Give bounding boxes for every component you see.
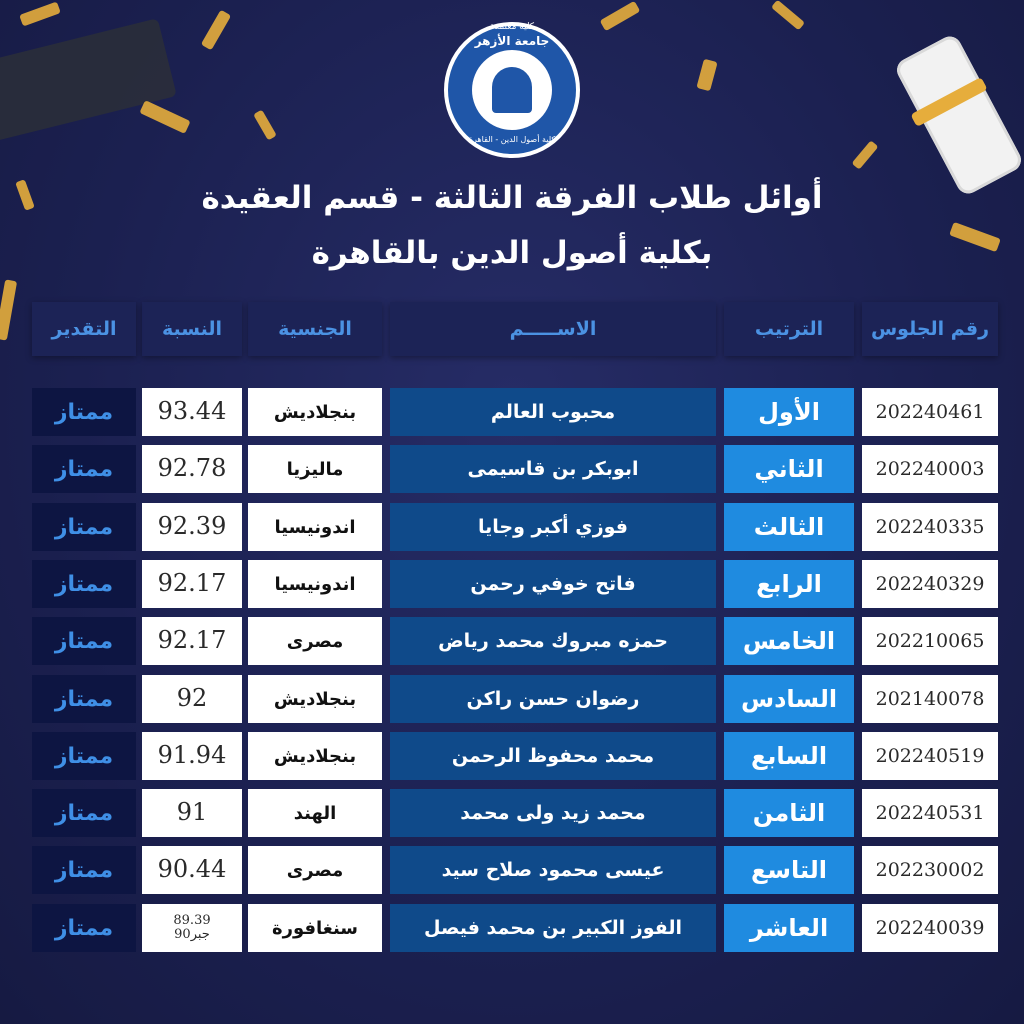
percent-note: جبر90 [174,927,210,942]
grade-cell: ممتاز [32,789,136,837]
rank-cell: السابع [724,732,854,780]
student-name-cell: الفوز الكبير بن محمد فيصل [390,904,716,952]
percent-cell [142,904,242,952]
logo-subtext: كلية معتمدة [489,22,535,32]
seat-number-cell: 202240329 [862,560,998,608]
confetti [696,59,717,92]
logo-bottom-text: كلية أصول الدين - القاهرة [468,135,556,144]
percent-cell: 91 [142,789,242,837]
nationality-cell: اندونيسيا [248,503,382,551]
nationality-cell: سنغافورة [248,904,382,952]
graduation-cap-icon [0,18,177,142]
page-subtitle: بكلية أصول الدين بالقاهرة [311,235,713,271]
header-rank: الترتيب [724,302,854,356]
confetti [771,0,805,30]
percent-cell: 92.17 [142,560,242,608]
nationality-cell: مصرى [248,617,382,665]
confetti [139,100,190,134]
grade-cell: ممتاز [32,846,136,894]
rank-cell: الثالث [724,503,854,551]
grade-cell: ممتاز [32,904,136,952]
student-name-cell: حمزه مبروك محمد رياض [390,617,716,665]
seat-number-cell: 202140078 [862,675,998,723]
rank-cell: الخامس [724,617,854,665]
nationality-cell: اندونيسيا [248,560,382,608]
percent-cell: 90.44 [142,846,242,894]
confetti [253,110,277,141]
seat-number-cell: 202240461 [862,388,998,436]
seat-number-cell: 202240039 [862,904,998,952]
rank-cell: التاسع [724,846,854,894]
nationality-cell: الهند [248,789,382,837]
percent-cell: 92 [142,675,242,723]
confetti [0,279,17,340]
grade-cell: ممتاز [32,388,136,436]
student-name-cell: فاتح خوفي رحمن [390,560,716,608]
nationality-cell: بنجلاديش [248,388,382,436]
student-name-cell: رضوان حسن راكن [390,675,716,723]
grade-cell: ممتاز [32,675,136,723]
logo-title: جامعة الأزهر [474,34,550,48]
header-percent: النسبة [142,302,242,356]
confetti [201,10,231,51]
nationality-cell: مصرى [248,846,382,894]
rank-cell: العاشر [724,904,854,952]
student-name-cell: عيسى محمود صلاح سيد [390,846,716,894]
rank-cell: الثاني [724,445,854,493]
confetti [852,140,879,169]
seat-number-cell: 202230002 [862,846,998,894]
rank-cell: الأول [724,388,854,436]
student-name-cell: محبوب العالم [390,388,716,436]
seat-number-cell: 202240519 [862,732,998,780]
university-logo [444,22,580,158]
student-name-cell: فوزي أكبر وجايا [390,503,716,551]
seat-number-cell: 202240003 [862,445,998,493]
student-name-cell: ابوبكر بن قاسيمى [390,445,716,493]
percent-cell: 91.94 [142,732,242,780]
mosque-icon [492,67,532,113]
seat-number-cell: 202210065 [862,617,998,665]
header-seat: رقم الجلوس [862,302,998,356]
percent-cell: 92.39 [142,503,242,551]
grade-cell: ممتاز [32,732,136,780]
header-nationality: الجنسية [248,302,382,356]
seat-number-cell: 202240335 [862,503,998,551]
header-grade: التقدير [32,302,136,356]
rank-cell: السادس [724,675,854,723]
grade-cell: ممتاز [32,560,136,608]
student-name-cell: محمد محفوظ الرحمن [390,732,716,780]
confetti [19,2,61,27]
confetti [600,1,641,31]
logo-emblem [472,50,552,130]
nationality-cell: ماليزيا [248,445,382,493]
grade-cell: ممتاز [32,503,136,551]
header-name: الاســـــم [390,302,716,356]
nationality-cell: بنجلاديش [248,732,382,780]
rank-cell: الثامن [724,789,854,837]
percent-value: 89.39 [173,913,211,929]
grade-cell: ممتاز [32,445,136,493]
grade-cell: ممتاز [32,617,136,665]
rank-cell: الرابع [724,560,854,608]
percent-cell: 92.78 [142,445,242,493]
seat-number-cell: 202240531 [862,789,998,837]
student-name-cell: محمد زيد ولى محمد [390,789,716,837]
nationality-cell: بنجلاديش [248,675,382,723]
page-title: أوائل طلاب الفرقة الثالثة - قسم العقيدة [201,180,823,216]
percent-cell: 93.44 [142,388,242,436]
percent-cell: 92.17 [142,617,242,665]
